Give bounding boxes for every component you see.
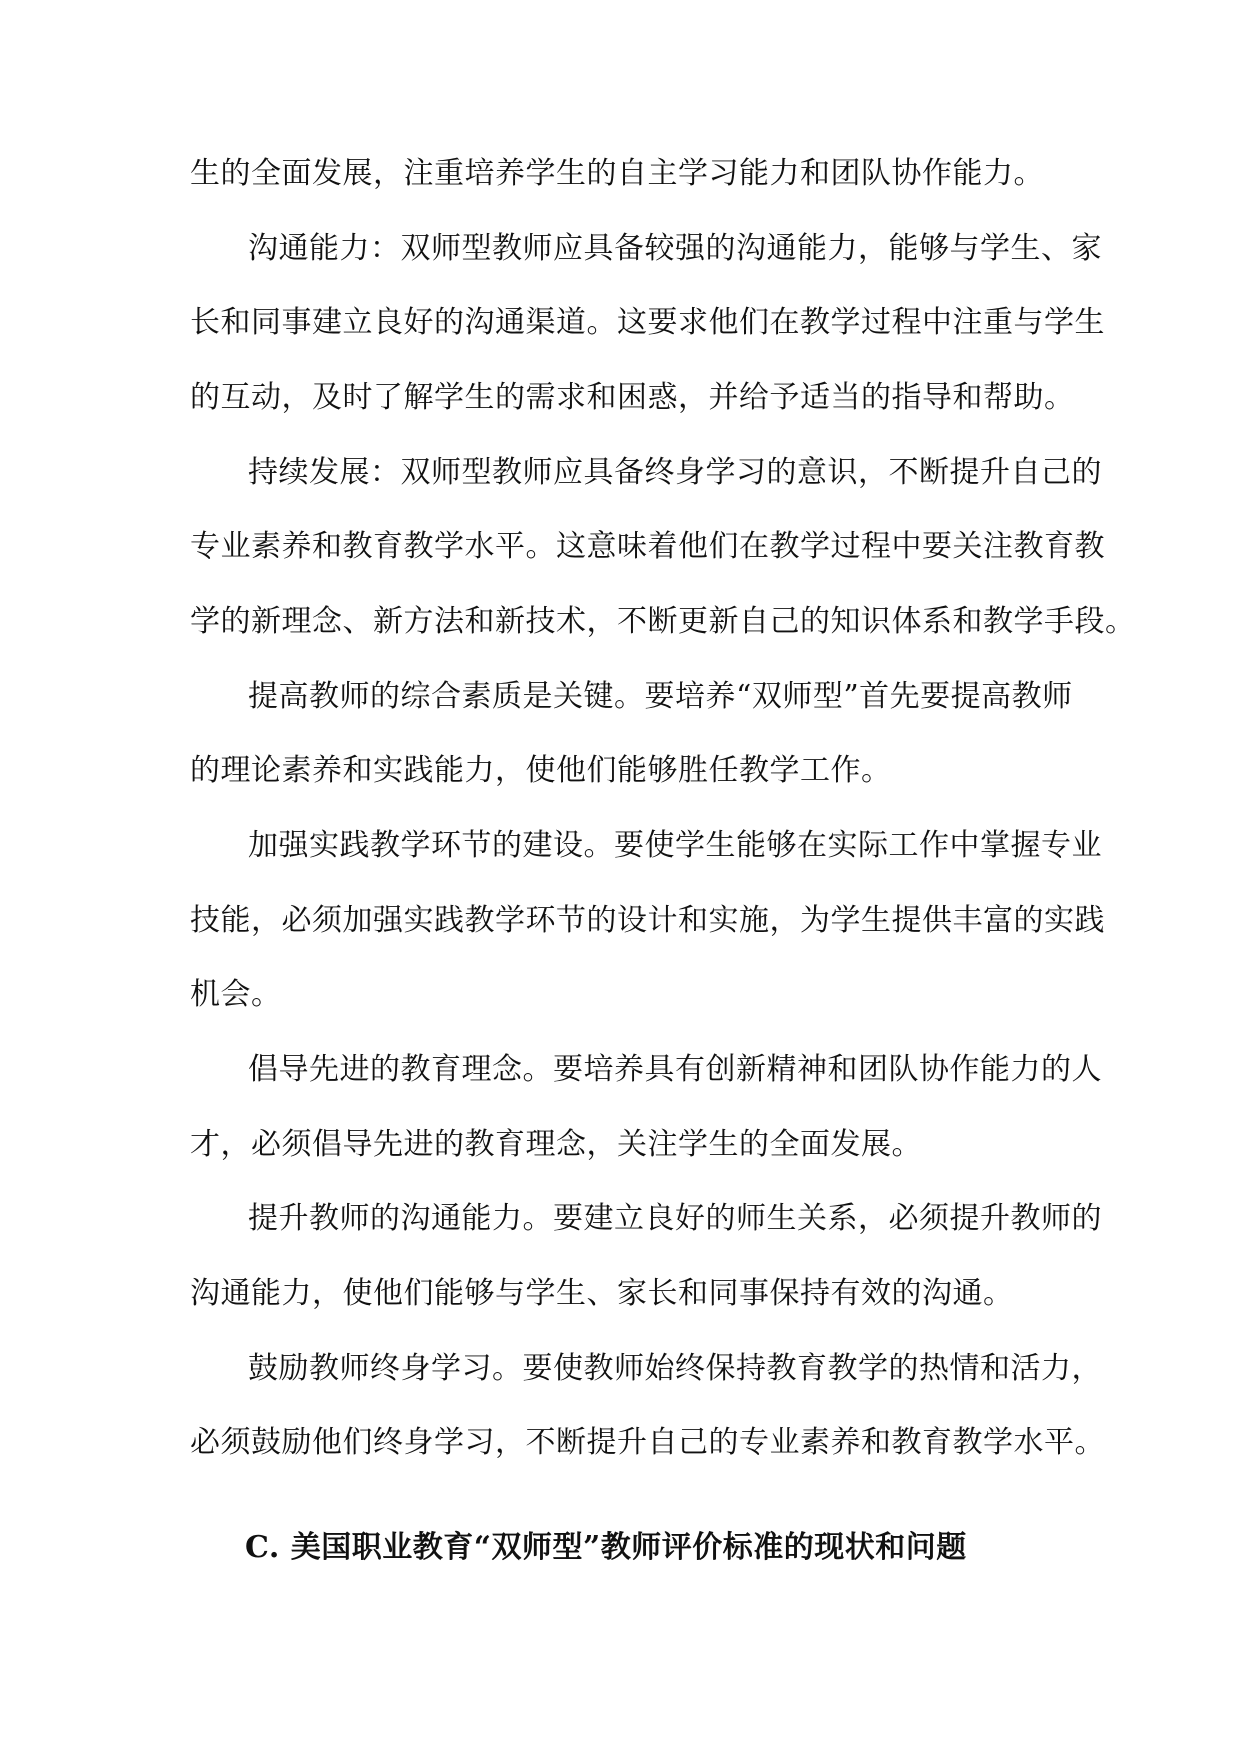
text-line: 必须鼓励他们终身学习，不断提升自己的专业素养和教育教学水平。 (190, 1425, 1105, 1460)
section-heading-line (0, 1526, 1241, 1570)
text-line: 沟通能力：双师型教师应具备较强的沟通能力，能够与学生、家 (248, 231, 1102, 266)
text-line: 持续发展：双师型教师应具备终身学习的意识，不断提升自己的 (248, 455, 1102, 490)
paragraph-line (0, 1421, 1241, 1465)
text-line: 倡导先进的教育理念。要培养具有创新精神和团队协作能力的人 (248, 1052, 1102, 1087)
text-line: 才，必须倡导先进的教育理念，关注学生的全面发展。 (190, 1127, 922, 1162)
paragraph-line (0, 1197, 1241, 1241)
paragraph-line (0, 1048, 1241, 1092)
paragraph-line (0, 152, 1241, 196)
text-line: 学的新理念、新方法和新技术，不断更新自己的知识体系和教学手段。 (190, 604, 1136, 639)
text-line: 机会。 (190, 977, 282, 1012)
text-line: 的理论素养和实践能力，使他们能够胜任教学工作。 (190, 753, 892, 788)
paragraph-line (0, 1272, 1241, 1316)
text-line: 长和同事建立良好的沟通渠道。这要求他们在教学过程中注重与学生 (190, 305, 1105, 340)
paragraph-line (0, 451, 1241, 495)
paragraph-line (0, 675, 1241, 719)
paragraph-line (0, 600, 1241, 644)
paragraph-line (0, 749, 1241, 793)
text-line: 沟通能力，使他们能够与学生、家长和同事保持有效的沟通。 (190, 1276, 1014, 1311)
text-line: 鼓励教师终身学习。要使教师始终保持教育教学的热情和活力， (248, 1351, 1102, 1386)
section-heading: C. 美国职业教育“双师型”教师评价标准的现状和问题 (245, 1530, 967, 1565)
text-line: 提升教师的沟通能力。要建立良好的师生关系，必须提升教师的 (248, 1201, 1102, 1236)
text-line: 生的全面发展，注重培养学生的自主学习能力和团队协作能力。 (190, 156, 1044, 191)
paragraph-line (0, 1123, 1241, 1167)
paragraph-line (0, 973, 1241, 1017)
paragraph-line (0, 227, 1241, 271)
paragraph-line (0, 899, 1241, 943)
paragraph-line (0, 301, 1241, 345)
text-line: 的互动，及时了解学生的需求和困惑，并给予适当的指导和帮助。 (190, 380, 1075, 415)
text-line: 技能，必须加强实践教学环节的设计和实施，为学生提供丰富的实践 (190, 903, 1105, 938)
paragraph-line (0, 824, 1241, 868)
text-line: 专业素养和教育教学水平。这意味着他们在教学过程中要关注教育教 (190, 529, 1105, 564)
text-line: 提高教师的综合素质是关键。要培养“双师型”首先要提高教师 (248, 679, 1073, 714)
text-line: 加强实践教学环节的建设。要使学生能够在实际工作中掌握专业 (248, 828, 1102, 863)
paragraph-line (0, 1347, 1241, 1391)
paragraph-line (0, 525, 1241, 569)
paragraph-line (0, 376, 1241, 420)
